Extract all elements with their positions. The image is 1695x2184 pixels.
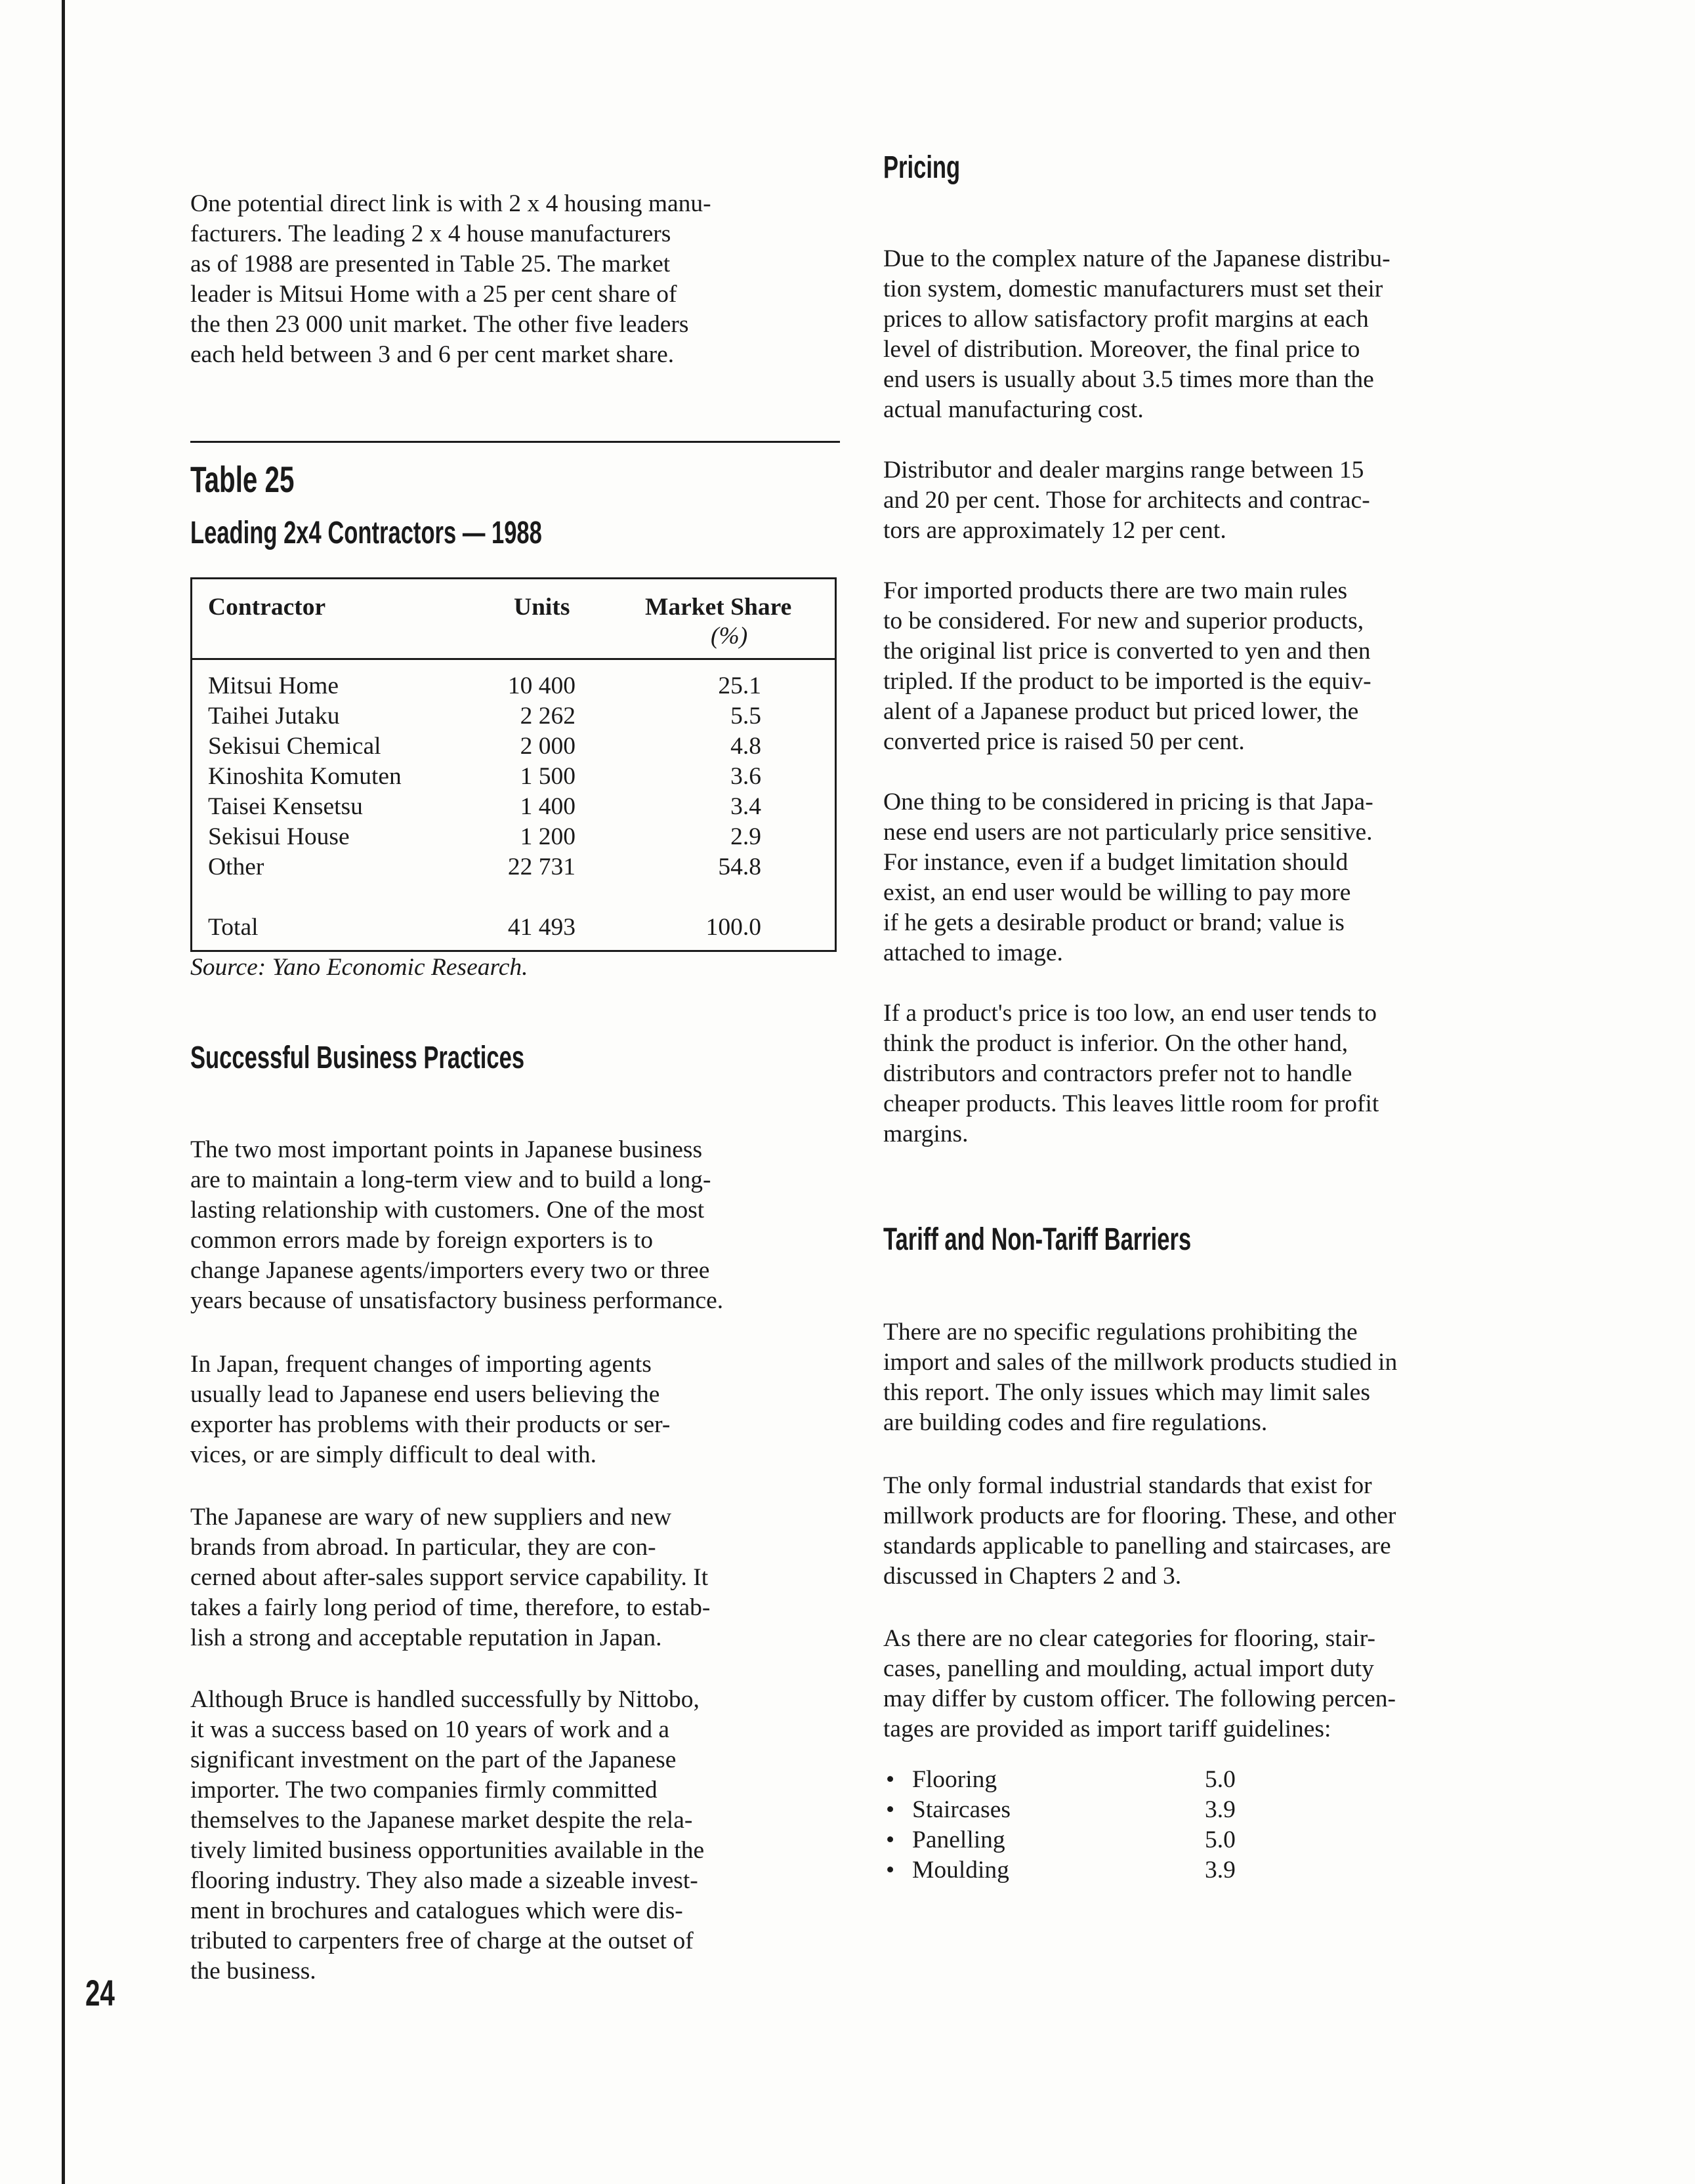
bullet-icon: •: [886, 1826, 895, 1853]
table-cell-contractor: Kinoshita Komuten: [208, 763, 402, 790]
list-item: [883, 1855, 1343, 1885]
pricing-paragraph: Due to the complex nature of the Japanese distribu- tion system, domestic manufacturers must set their prices to allow satisfactory profit margins at each level of distribution. Moreover, the final price to end users is usually about 3.5 times more than the actual manufacturing cost.: [883, 245, 1391, 423]
page-number: 24: [85, 1972, 115, 2013]
header-contractor: Contractor: [208, 594, 326, 621]
tariff-paragraph: As there are no clear categories for flooring, stair- cases, panelling and moulding, actual import duty may differ by custom officer. The following percen- tages are provided as import tariff guidelines:: [883, 1625, 1396, 1742]
table-cell-units: 1 200: [520, 823, 575, 850]
table-total-units: 41 493: [507, 914, 575, 941]
table-cell-share: 25.1: [718, 672, 761, 699]
table-cell-units: 2 262: [520, 703, 575, 730]
tariff-rate: 5.0: [1205, 1766, 1236, 1793]
pricing-paragraph: One thing to be considered in pricing is that Japa- nese end users are not particularly price sensitive. For instance, even if a budget limitation should exist, an end user would be willing to pay more if he gets a desirable product or brand; value is attached to image.: [883, 789, 1373, 966]
table-cell-share: 4.8: [730, 733, 761, 760]
contractors-table: [190, 577, 837, 952]
table-total-share: 100.0: [705, 914, 761, 941]
table-cell-share: 2.9: [730, 823, 761, 850]
tariff-category: Moulding: [912, 1857, 1009, 1884]
business-paragraph: The two most important points in Japanese business are to maintain a long-term view and to build a long- lasting relationship with customers. One of the most common errors made by foreign exporters is to change Japanese agents/importers every two or three years because of unsatisfactory business performance.: [190, 1136, 724, 1314]
business-paragraph: In Japan, frequent changes of importing agents usually lead to Japanese end users believing the exporter has problems with their products or ser- vices, or are simply difficult to deal with.: [190, 1351, 671, 1468]
table-total-label: Total: [208, 914, 259, 941]
bullet-icon: •: [886, 1796, 895, 1823]
table-cell-share: 54.8: [718, 854, 761, 880]
tariff-category: Panelling: [912, 1826, 1005, 1853]
business-paragraph: The Japanese are wary of new suppliers and new brands from abroad. In particular, they are con- cerned about after-sales support service capability. It takes a fairly long period of time, therefore, to estab- lish a strong and acceptable reputation in Japan.: [190, 1504, 711, 1651]
pricing-paragraph: For imported products there are two main rules to be considered. For new and superior products, the original list price is converted to yen and then tripled. If the product to be imported is the equiv- alent of a Japanese product but priced lower, the converted price is raised 50 per cent.: [883, 577, 1371, 755]
list-item: [883, 1825, 1343, 1855]
table-title: Leading 2x4 Contractors — 1988: [190, 516, 542, 550]
table-cell-units: 10 400: [507, 672, 575, 699]
table-cell-share: 3.4: [730, 793, 761, 820]
table-cell-contractor: Taisei Kensetsu: [208, 793, 363, 820]
header-separator: [192, 658, 835, 660]
header-share-unit: (%): [711, 623, 748, 649]
tariff-rate: 5.0: [1205, 1826, 1236, 1853]
table-cell-contractor: Other: [208, 854, 264, 880]
tariff-category: Flooring: [912, 1766, 997, 1793]
tariff-heading: Tariff and Non-Tariff Barriers: [883, 1222, 1192, 1257]
pricing-paragraph: If a product's price is too low, an end user tends to think the product is inferior. On the other hand, distributors and contractors prefer not to handle cheaper products. This leaves little room for profit margins.: [883, 1000, 1379, 1147]
table-cell-share: 3.6: [730, 763, 761, 790]
table-source: Source: Yano Economic Research.: [190, 954, 528, 981]
tariff-rate: 3.9: [1205, 1796, 1236, 1823]
table-cell-contractor: Mitsui Home: [208, 672, 339, 699]
list-item: [883, 1765, 1343, 1795]
header-market-share: Market Share: [645, 594, 792, 621]
pricing-heading: Pricing: [883, 150, 961, 185]
pricing-paragraph: Distributor and dealer margins range between 15 and 20 per cent. Those for architects and contrac- tors are approximately 12 per cent.: [883, 457, 1370, 544]
table-cell-units: 1 400: [520, 793, 575, 820]
tariff-rate: 3.9: [1205, 1857, 1236, 1884]
bullet-icon: •: [886, 1857, 895, 1884]
table-cell-contractor: Sekisui House: [208, 823, 350, 850]
business-practices-heading: Successful Business Practices: [190, 1040, 525, 1075]
table-cell-units: 2 000: [520, 733, 575, 760]
intro-paragraph: One potential direct link is with 2 x 4 housing manu- facturers. The leading 2 x 4 house manufacturers as of 1988 are presented in Table 25. The market leader is Mitsui Home with a 25 per cent share of the then 23 000 unit market. The other five leaders each held between 3 and 6 per cent market share.: [190, 190, 711, 368]
table-number: Table 25: [190, 459, 295, 500]
bullet-icon: •: [886, 1766, 895, 1793]
table-cell-share: 5.5: [730, 703, 761, 730]
margin-rule: [62, 0, 65, 2184]
tariff-category: Staircases: [912, 1796, 1011, 1823]
business-paragraph: Although Bruce is handled successfully by Nittobo, it was a success based on 10 years of work and a significant investment on the part of the Japanese importer. The two companies firmly committed themselves to the Japanese market despite the rela- tively limited business opportunities available in the flooring industry. They also made a sizeable invest- ment in brochures and catalogues which were dis- tributed to carpenters free of charge at the outset of the business.: [190, 1686, 705, 1985]
table-cell-contractor: Taihei Jutaku: [208, 703, 340, 730]
table-cell-contractor: Sekisui Chemical: [208, 733, 381, 760]
table-cell-units: 1 500: [520, 763, 575, 790]
table-cell-units: 22 731: [507, 854, 575, 880]
tariff-paragraph: The only formal industrial standards that exist for millwork products are for flooring. These, and other standards applicable to panelling and staircases, are discussed in Chapters 2 and 3.: [883, 1472, 1396, 1590]
header-units: Units: [514, 594, 570, 621]
table-top-rule: [190, 441, 840, 443]
tariff-paragraph: There are no specific regulations prohibiting the import and sales of the millwork products studied in this report. The only issues which may limit sales are building codes and fire regulations.: [883, 1319, 1398, 1436]
list-item: [883, 1795, 1343, 1825]
